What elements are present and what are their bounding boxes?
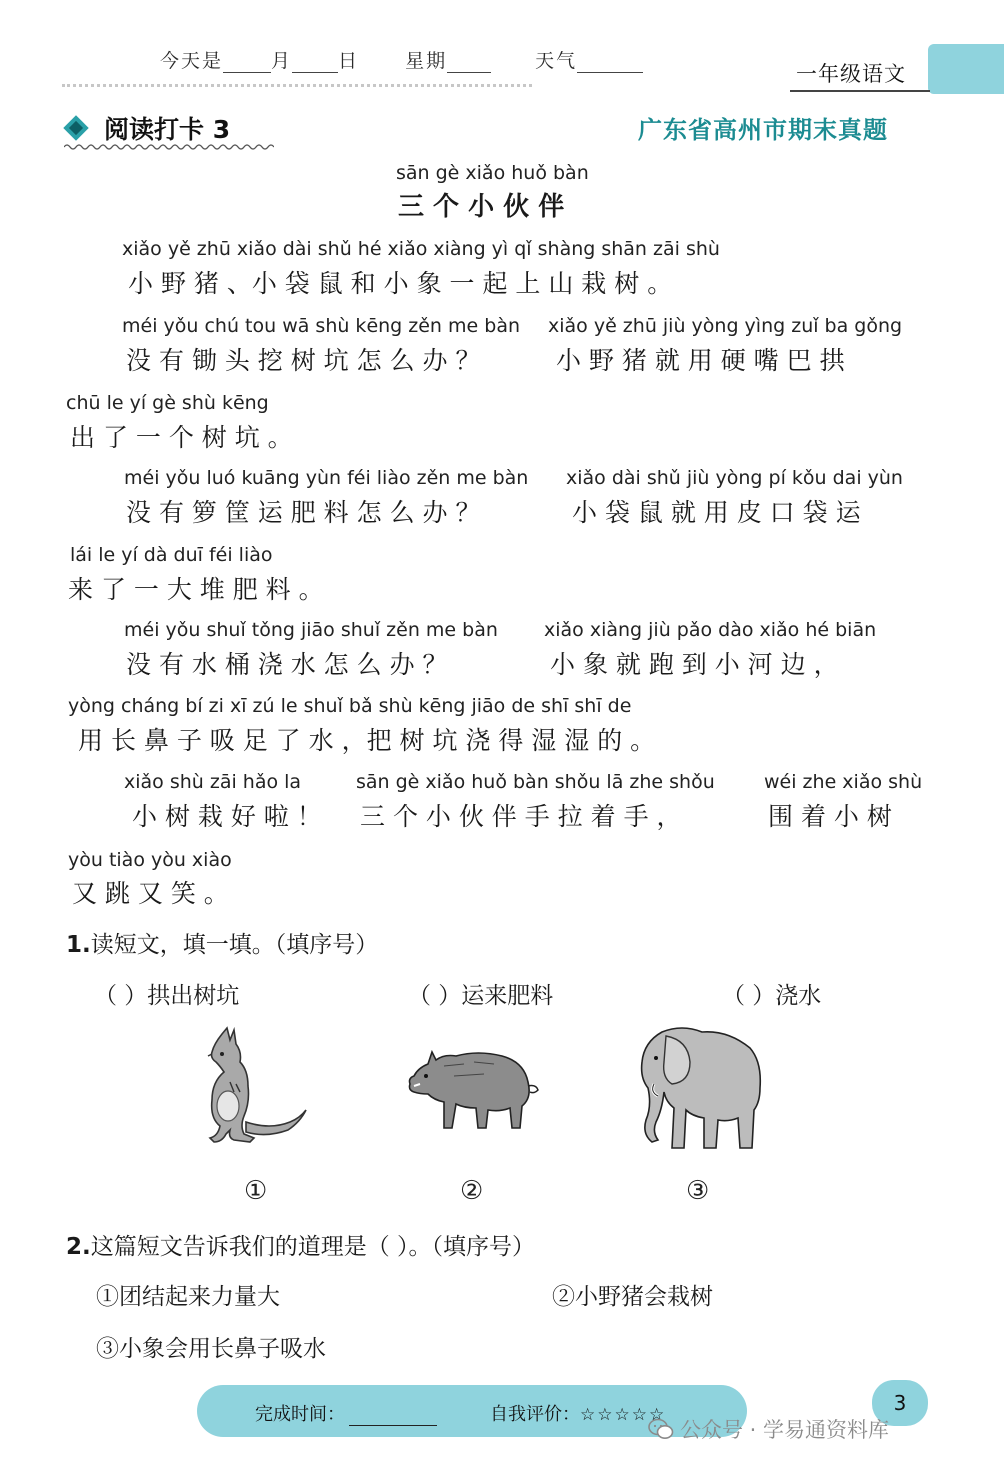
weather-label: 天气 bbox=[535, 50, 578, 72]
pinyin-line: xiǎo xiàng jiù pǎo dào xiǎo hé biān bbox=[544, 619, 877, 641]
story-title: 三 个 小 伙 伴 bbox=[398, 192, 565, 222]
text-line: 没 有 箩 筐 运 肥 料 怎 么 办 ？ bbox=[126, 498, 481, 527]
wave-underline bbox=[64, 142, 274, 152]
text-line: 小 象 就 跑 到 小 河 边 ， bbox=[550, 650, 839, 679]
text-line: 围 着 小 树 bbox=[768, 802, 892, 831]
pinyin-line: méi yǒu chú tou wā shù kēng zěn me bàn bbox=[122, 315, 520, 337]
wild-boar-icon bbox=[404, 1046, 544, 1136]
month-label: 月 bbox=[271, 50, 293, 72]
kangaroo-icon bbox=[200, 1026, 310, 1148]
page-number: 3 bbox=[872, 1380, 928, 1426]
animal-marker-3: ③ bbox=[686, 1176, 710, 1206]
pinyin-line: xiǎo yě zhū xiǎo dài shǔ hé xiǎo xiàng yì qǐ shàng shān zāi shù bbox=[122, 238, 720, 260]
text-line: 小 袋 鼠 就 用 皮 口 袋 运 bbox=[572, 498, 861, 527]
animal-marker-2: ② bbox=[460, 1176, 484, 1206]
elephant-icon bbox=[632, 1022, 768, 1156]
question-2 bbox=[66, 1228, 535, 1261]
question-1-number: 1. bbox=[66, 932, 91, 958]
grade-tab bbox=[928, 44, 1004, 94]
title-pinyin: sān gè xiǎo huǒ bàn bbox=[396, 162, 589, 184]
dotted-divider bbox=[62, 84, 532, 87]
weekday-label: 星期 bbox=[405, 50, 448, 72]
completion-time-blank[interactable] bbox=[349, 1408, 437, 1426]
day-blank[interactable] bbox=[292, 53, 338, 73]
answer-option-1: ①团结起来力量大 bbox=[96, 1284, 280, 1310]
diamond-icon bbox=[64, 116, 88, 140]
section-title-text: 阅读打卡 3 bbox=[104, 115, 231, 144]
weekday-blank[interactable] bbox=[447, 53, 491, 73]
completion-time-label: 完成时间： bbox=[255, 1404, 345, 1425]
pinyin-line: xiǎo dài shǔ jiù yòng pí kǒu dai yùn bbox=[566, 467, 903, 489]
watermark bbox=[648, 1414, 889, 1444]
text-line: 三 个 小 伙 伴 手 拉 着 手 ， bbox=[360, 802, 682, 831]
pinyin-line: xiǎo yě zhū jiù yòng yìng zuǐ ba gǒng bbox=[548, 315, 903, 337]
text-line: 又 跳 又 笑 。 bbox=[72, 879, 229, 908]
self-evaluation-label: 自我评价： bbox=[490, 1404, 580, 1425]
answer-option-2: ②小野猪会栽树 bbox=[552, 1284, 713, 1310]
pinyin-line: méi yǒu shuǐ tǒng jiāo shuǐ zěn me bàn bbox=[124, 619, 498, 641]
pinyin-line: wéi zhe xiǎo shù bbox=[764, 771, 923, 793]
day-label: 日 bbox=[338, 50, 360, 72]
pinyin-line: lái le yí dà duī féi liào bbox=[70, 544, 273, 566]
text-line: 小 树 栽 好 啦 ！ bbox=[132, 802, 322, 831]
rating-stars[interactable]: ☆☆☆☆☆ bbox=[580, 1405, 667, 1425]
text-line: 没 有 水 桶 浇 水 怎 么 办 ？ bbox=[126, 650, 448, 679]
answer-blank-3[interactable]: （ ）浇水 bbox=[722, 983, 822, 1009]
answer-blank-1[interactable]: （ ）拱出树坑 bbox=[94, 983, 240, 1009]
watermark-text: 公众号 · 学易通资料库 bbox=[680, 1418, 890, 1442]
grade-underline bbox=[790, 90, 930, 92]
date-line bbox=[160, 46, 643, 73]
text-line: 用 长 鼻 子 吸 足 了 水 ，把 树 坑 浇 得 湿 湿 的 。 bbox=[78, 726, 656, 755]
animal-marker-1: ① bbox=[244, 1176, 268, 1206]
question-1-prompt: 读短文，填一填。（填序号） bbox=[90, 932, 379, 958]
answer-option-3: ③小象会用长鼻子吸水 bbox=[96, 1336, 326, 1362]
answer-blank-2[interactable]: （ ）运来肥料 bbox=[408, 983, 554, 1009]
weather-blank[interactable] bbox=[577, 53, 643, 73]
exam-source: 广东省高州市期末真题 bbox=[638, 116, 888, 144]
pinyin-line: chū le yí gè shù kēng bbox=[66, 392, 269, 414]
text-line: 出 了 一 个 树 坑 。 bbox=[70, 423, 293, 452]
text-line: 小 野 猪 就 用 硬 嘴 巴 拱 bbox=[556, 346, 845, 375]
section-title bbox=[64, 110, 230, 146]
date-prefix: 今天是 bbox=[160, 50, 224, 72]
wechat-icon bbox=[648, 1418, 674, 1440]
question-2-number: 2. bbox=[66, 1234, 91, 1260]
pinyin-line: yòu tiào yòu xiào bbox=[68, 849, 232, 871]
pinyin-line: sān gè xiǎo huǒ bàn shǒu lā zhe shǒu bbox=[356, 771, 715, 793]
question-2-prompt[interactable]: 这篇短文告诉我们的道理是（ ）。（填序号） bbox=[90, 1234, 536, 1260]
text-line: 来 了 一 大 堆 肥 料 。 bbox=[68, 575, 324, 604]
pinyin-line: yòng cháng bí zi xī zú le shuǐ bǎ shù kēng jiāo de shī shī de bbox=[68, 695, 632, 717]
pinyin-line: méi yǒu luó kuāng yùn féi liào zěn me bàn bbox=[124, 467, 529, 489]
question-1 bbox=[66, 926, 378, 959]
pinyin-line: xiǎo shù zāi hǎo la bbox=[124, 771, 302, 793]
month-blank[interactable] bbox=[223, 53, 271, 73]
completion-time bbox=[255, 1400, 437, 1426]
text-line: 没 有 锄 头 挖 树 坑 怎 么 办 ？ bbox=[126, 346, 481, 375]
self-evaluation bbox=[490, 1400, 666, 1426]
grade-label: 一年级语文 bbox=[796, 62, 906, 86]
text-line: 小 野 猪 、小 袋 鼠 和 小 象 一 起 上 山 栽 树 。 bbox=[128, 269, 673, 298]
